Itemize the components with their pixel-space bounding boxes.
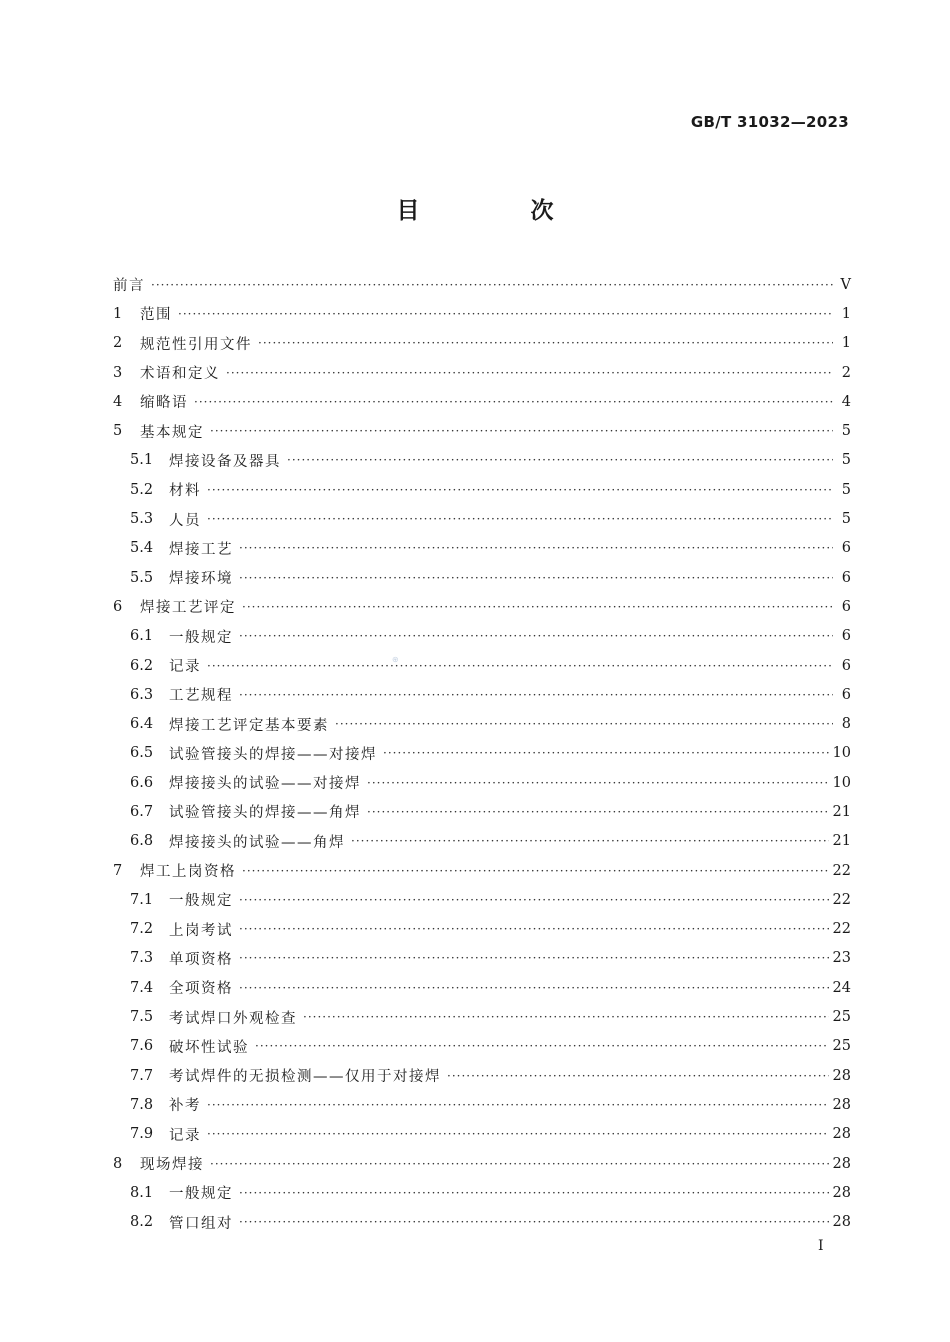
toc-entry-number: 4: [113, 393, 123, 410]
toc-entry[interactable]: [113, 885, 851, 914]
toc-leader-dots: [207, 659, 833, 673]
watermark-icon: ⊕: [390, 654, 400, 665]
toc-entry-number: 7.5: [130, 1009, 154, 1026]
toc-leader-dots: [239, 571, 833, 585]
toc-leader-dots: [239, 922, 829, 936]
toc-entry-page: 10: [832, 745, 851, 762]
toc-entry-page: 6: [841, 657, 851, 674]
toc-entry-number: 5.5: [130, 569, 154, 586]
toc-entry-page: 5: [841, 423, 851, 440]
toc-leader-dots: [210, 424, 833, 438]
toc-entry-page: 2: [841, 364, 851, 381]
toc-entry-number: 7.4: [130, 979, 154, 996]
toc-entry-label: 前言: [113, 278, 145, 295]
toc-entry-number: 6: [113, 598, 123, 615]
toc-entry-label: 人员: [169, 512, 201, 529]
toc-entry[interactable]: [113, 475, 851, 504]
toc-entry-label: 一般规定: [169, 1186, 233, 1203]
toc-entry-number: 8.1: [130, 1184, 154, 1201]
toc-entry-label: 焊接环境: [169, 571, 233, 588]
toc-entry-label: 试验管接头的焊接——对接焊: [169, 746, 377, 763]
toc-entry-number: 2: [113, 335, 123, 352]
toc-leader-dots: [303, 1010, 829, 1024]
toc-entry-number: 7.6: [130, 1038, 154, 1055]
toc-entry-page: 22: [832, 891, 851, 908]
toc-entry[interactable]: [113, 739, 851, 768]
toc-entry-number: 6.1: [130, 628, 154, 645]
toc-entry[interactable]: [113, 504, 851, 533]
toc-entry-number: 6.5: [130, 745, 154, 762]
toc-entry-label: 材料: [169, 483, 201, 500]
toc-entry[interactable]: [113, 768, 851, 797]
toc-entry[interactable]: [113, 1178, 851, 1207]
toc-entry[interactable]: [113, 915, 851, 944]
toc-entry[interactable]: [113, 797, 851, 826]
toc-entry-page: 6: [841, 686, 851, 703]
toc-entry-label: 工艺规程: [169, 688, 233, 705]
toc-entry-page: 28: [832, 1184, 851, 1201]
toc-entry-label: 焊接设备及器具: [169, 453, 281, 470]
toc-entry-page: 25: [832, 1038, 851, 1055]
toc-entry[interactable]: [113, 1090, 851, 1119]
toc-entry-page: 22: [832, 862, 851, 879]
standard-code: GB/T 31032—2023: [690, 113, 849, 131]
toc-entry[interactable]: [113, 1032, 851, 1061]
toc-entry-label: 一般规定: [169, 629, 233, 646]
toc-entry-page: 28: [832, 1067, 851, 1084]
toc-entry-label: 现场焊接: [140, 1157, 204, 1174]
toc-leader-dots: [239, 893, 829, 907]
toc-entry[interactable]: [113, 387, 851, 416]
toc-leader-dots: [367, 776, 829, 790]
toc-entry[interactable]: [113, 651, 851, 680]
toc-entry[interactable]: [113, 1120, 851, 1149]
toc-entry-page: 28: [832, 1155, 851, 1172]
toc-entry-number: 7.1: [130, 891, 154, 908]
toc-entry-number: 5.2: [130, 481, 154, 498]
toc-entry[interactable]: [113, 270, 851, 299]
toc-entry[interactable]: [113, 622, 851, 651]
toc-entry-page: 24: [832, 979, 851, 996]
toc-entry[interactable]: [113, 973, 851, 1002]
toc-entry-page: V: [840, 276, 851, 293]
toc-entry-label: 试验管接头的焊接——角焊: [169, 805, 361, 822]
toc-entry-page: 28: [832, 1214, 851, 1231]
toc-entry[interactable]: [113, 1061, 851, 1090]
toc-entry-page: 10: [832, 774, 851, 791]
toc-entry[interactable]: [113, 358, 851, 387]
toc-entry-page: 21: [832, 833, 851, 850]
toc-entry-label: 上岗考试: [169, 922, 233, 939]
toc-entry-number: 6.8: [130, 833, 154, 850]
toc-leader-dots: [255, 1039, 829, 1053]
toc-entry-number: 6.4: [130, 716, 154, 733]
toc-leader-dots: [242, 864, 829, 878]
toc-entry-number: 5: [113, 423, 123, 440]
toc-entry[interactable]: [113, 416, 851, 445]
toc-leader-dots: [178, 307, 833, 321]
toc-entry[interactable]: [113, 299, 851, 328]
toc-entry-label: 考试焊件的无损检测——仅用于对接焊: [169, 1069, 441, 1086]
toc-entry-label: 范围: [140, 307, 172, 324]
toc-entry-label: 焊接工艺评定: [140, 600, 236, 617]
toc-entry-page: 6: [841, 628, 851, 645]
toc-entry-page: 25: [832, 1009, 851, 1026]
toc-entry-label: 基本规定: [140, 424, 204, 441]
toc-entry[interactable]: [113, 592, 851, 621]
toc-entry-number: 6.6: [130, 774, 154, 791]
toc-leader-dots: [207, 512, 833, 526]
toc-leader-dots: [447, 1069, 829, 1083]
toc-leader-dots: [151, 278, 833, 292]
toc-entry-label: 记录: [169, 659, 201, 675]
toc-entry-number: 7: [113, 862, 123, 879]
toc-entry-page: 23: [832, 950, 851, 967]
toc-entry[interactable]: [113, 329, 851, 358]
toc-entry[interactable]: [113, 534, 851, 563]
toc-entry-page: 6: [841, 569, 851, 586]
toc-leader-dots: [210, 1157, 829, 1171]
toc-entry-page: 4: [841, 393, 851, 410]
toc-leader-dots: [226, 366, 833, 380]
toc-entry-label: 焊接工艺评定基本要素: [169, 717, 329, 734]
toc-entry-label: 破坏性试验: [169, 1039, 249, 1056]
toc-entry-label: 考试焊口外观检查: [169, 1010, 297, 1027]
toc-leader-dots: [194, 395, 833, 409]
toc-entry-label: 一般规定: [169, 893, 233, 910]
toc-entry-label: 缩略语: [140, 395, 188, 412]
toc-leader-dots: [239, 981, 829, 995]
toc-entry-page: 5: [841, 481, 851, 498]
toc-entry-number: 5.1: [130, 452, 154, 469]
toc-leader-dots: [242, 600, 833, 614]
toc-leader-dots: [239, 1215, 829, 1229]
toc-entry-page: 5: [841, 511, 851, 528]
toc-entry-number: 5.4: [130, 540, 154, 557]
toc-entry-label: 焊工上岗资格: [140, 864, 236, 881]
toc-entry-number: 7.8: [130, 1096, 154, 1113]
toc-entry-number: 1: [113, 305, 123, 322]
toc-entry-page: 1: [841, 305, 851, 322]
toc-leader-dots: [383, 746, 829, 760]
page-number: I: [818, 1238, 824, 1254]
toc-entry-number: 8: [113, 1155, 123, 1172]
toc-entry-number: 7.7: [130, 1067, 154, 1084]
toc-leader-dots: [239, 541, 833, 555]
toc-entry-page: 5: [841, 452, 851, 469]
toc-entry-page: 21: [832, 803, 851, 820]
table-of-contents: [113, 270, 851, 1237]
toc-leader-dots: [287, 453, 833, 467]
toc-entry[interactable]: [113, 680, 851, 709]
toc-entry[interactable]: [113, 1002, 851, 1031]
toc-entry-number: 7.9: [130, 1126, 154, 1143]
toc-leader-dots: [207, 1098, 829, 1112]
toc-entry-label: 补考: [169, 1098, 201, 1115]
toc-entry-label: 焊接接头的试验——对接焊: [169, 776, 361, 793]
toc-entry-label: 术语和定义: [140, 366, 220, 383]
toc-entry-page: 28: [832, 1096, 851, 1113]
toc-entry-label: 焊接工艺: [169, 541, 233, 558]
toc-entry[interactable]: [113, 1208, 851, 1237]
toc-entry[interactable]: [113, 827, 851, 856]
toc-entry[interactable]: [113, 709, 851, 738]
toc-leader-dots: [239, 951, 829, 965]
toc-entry-label: 单项资格: [169, 951, 233, 968]
toc-leader-dots: [207, 1127, 829, 1141]
toc-entry-page: 8: [841, 716, 851, 733]
toc-leader-dots: [239, 629, 833, 643]
toc-entry[interactable]: [113, 856, 851, 885]
toc-entry-number: 3: [113, 364, 123, 381]
toc-leader-dots: [207, 483, 833, 497]
toc-entry-page: 6: [841, 598, 851, 615]
toc-entry[interactable]: [113, 944, 851, 973]
toc-entry-number: 6.7: [130, 803, 154, 820]
toc-entry-number: 6.3: [130, 686, 154, 703]
toc-entry-page: 6: [841, 540, 851, 557]
toc-leader-dots: [335, 717, 833, 731]
toc-entry[interactable]: [113, 1149, 851, 1178]
toc-entry-page: 28: [832, 1126, 851, 1143]
toc-entry[interactable]: [113, 563, 851, 592]
toc-entry[interactable]: [113, 446, 851, 475]
toc-leader-dots: [351, 834, 829, 848]
toc-entry-label: 记录: [169, 1127, 201, 1144]
toc-entry-number: 7.2: [130, 921, 154, 938]
toc-entry-label: 全项资格: [169, 981, 233, 998]
toc-leader-dots: [239, 1186, 829, 1200]
toc-entry-label: 规范性引用文件: [140, 336, 252, 353]
toc-leader-dots: [367, 805, 829, 819]
toc-entry-number: 7.3: [130, 950, 154, 967]
toc-entry-page: 22: [832, 921, 851, 938]
toc-leader-dots: [239, 688, 833, 702]
toc-leader-dots: [258, 336, 833, 350]
toc-entry-number: 8.2: [130, 1214, 154, 1231]
toc-entry-label: 管口组对: [169, 1215, 233, 1232]
toc-entry-number: 6.2: [130, 657, 154, 674]
page-title: 目 次: [396, 198, 598, 224]
toc-entry-number: 5.3: [130, 511, 154, 528]
toc-entry-label: 焊接接头的试验——角焊: [169, 834, 345, 851]
toc-entry-page: 1: [841, 335, 851, 352]
